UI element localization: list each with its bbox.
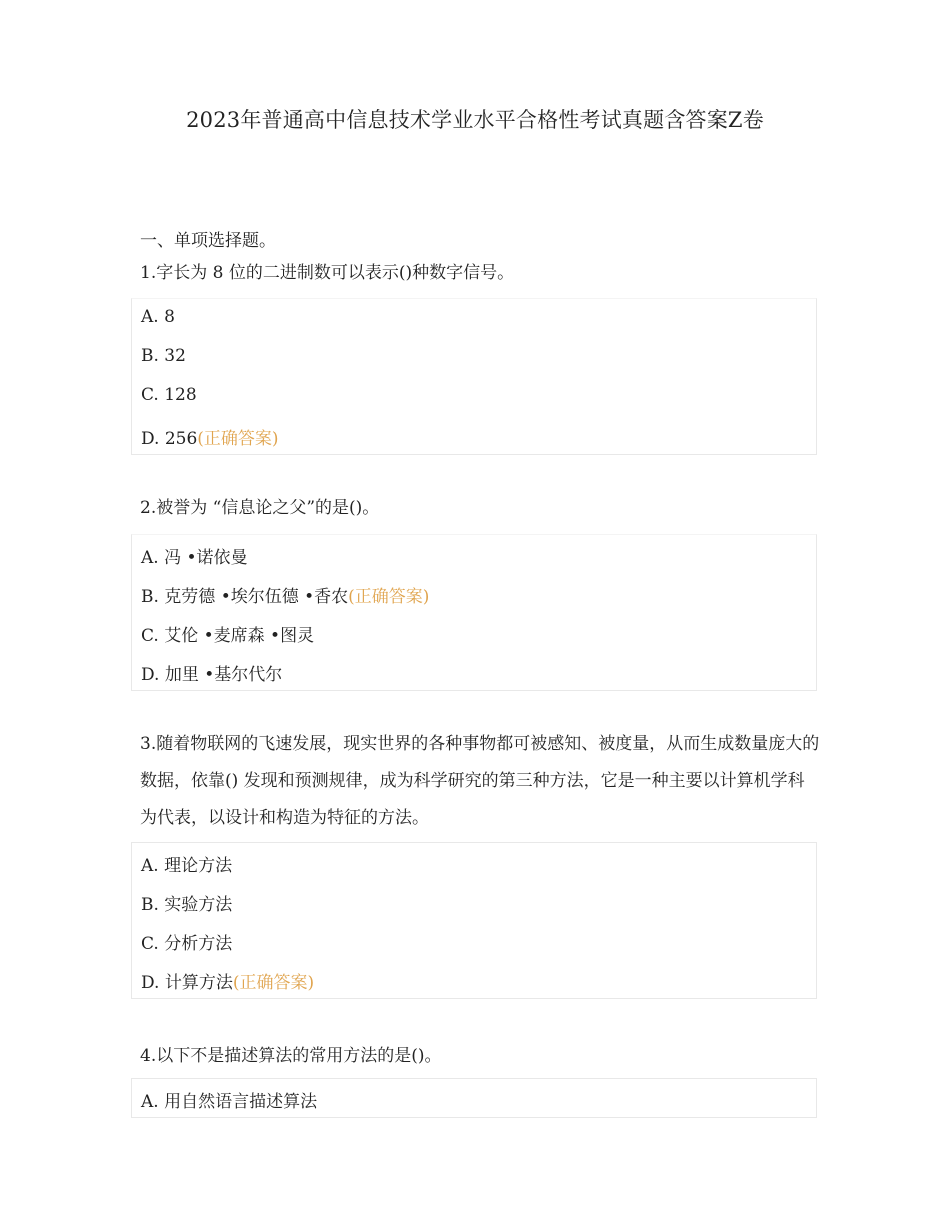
question-1-text: 1.字长为 8 位的二进制数可以表示()种数字信号。 (140, 263, 515, 283)
document-title: 2023年普通高中信息技术学业水平合格性考试真题含答案Z卷 (186, 108, 764, 132)
question-3-options (131, 842, 817, 999)
option-a[interactable]: A. 冯 •诺依曼 (141, 548, 248, 568)
option-c[interactable]: C. 128 (141, 385, 197, 405)
question-3-text: 3.随着物联网的飞速发展，现实世界的各种事物都可被感知、被度量，从而生成数量庞大的数据，依靠() 发现和预测规律，成为科学研究的第三种方法，它是一种主要以计算机学科为代表，以设计和构造为特征的方法。 (140, 734, 820, 828)
question-4-text: 4.以下不是描述算法的常用方法的是()。 (140, 1046, 442, 1066)
question-2-text: 2.被誉为 “信息论之父”的是()。 (140, 498, 380, 518)
option-b[interactable]: B. 克劳德 •埃尔伍德 •香农(正确答案) (141, 587, 430, 607)
question-1-options (131, 298, 817, 455)
section-heading: 一、单项选择题。 (140, 231, 276, 251)
question-2-options (131, 534, 817, 691)
option-d[interactable]: D. 256(正确答案) (141, 429, 279, 449)
correct-answer-marker: (正确答案) (348, 587, 430, 607)
correct-answer-marker: (正确答案) (197, 429, 279, 449)
option-c[interactable]: C. 分析方法 (141, 934, 233, 954)
option-b[interactable]: B. 实验方法 (141, 895, 233, 915)
correct-answer-marker: (正确答案) (232, 973, 315, 993)
option-a[interactable]: A. 用自然语言描述算法 (141, 1092, 318, 1112)
option-d[interactable]: D. 计算方法(正确答案) (141, 973, 315, 993)
option-d[interactable]: D. 加里 •基尔代尔 (141, 665, 283, 685)
option-a[interactable]: A. 理论方法 (141, 856, 233, 876)
option-a[interactable]: A. 8 (141, 307, 175, 327)
option-b[interactable]: B. 32 (141, 346, 186, 366)
option-c[interactable]: C. 艾伦 •麦席森 •图灵 (141, 626, 315, 646)
question-4-options (131, 1078, 817, 1118)
